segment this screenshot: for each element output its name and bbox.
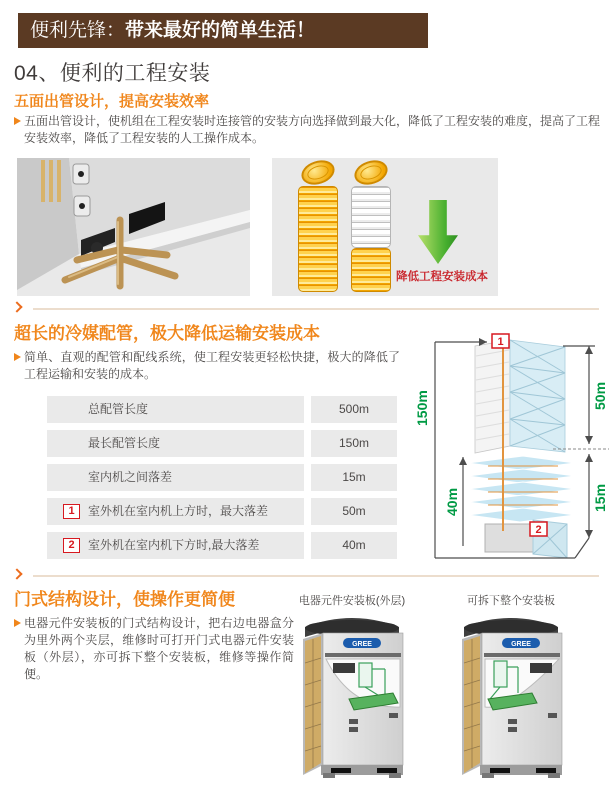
spec-value: 15m xyxy=(311,464,397,491)
section3-heading: 门式结构设计，使操作更简便 xyxy=(14,590,235,609)
section-divider xyxy=(13,568,599,582)
outdoor-unit-figure-removed-panel xyxy=(452,607,570,779)
table-row xyxy=(47,532,397,559)
down-arrow-icon xyxy=(418,200,458,264)
pipe-outlet-figure xyxy=(17,158,250,296)
outdoor-unit-illustration xyxy=(293,607,411,779)
coin-icon xyxy=(298,156,337,188)
diagram-marker-2: 2 xyxy=(535,524,542,536)
piping-spec-table xyxy=(47,396,397,566)
section1-heading: 五面出管设计，提高安装效率 xyxy=(14,93,210,110)
coin-icon xyxy=(351,156,390,188)
brand-logo: GREE xyxy=(511,641,531,648)
chevron-right-icon xyxy=(11,568,22,579)
spec-label: 最长配管长度 xyxy=(47,430,304,457)
coin-stack-full xyxy=(298,186,338,292)
outdoor-unit-figure-open-panel xyxy=(293,607,411,779)
coin-stack-empty-top xyxy=(351,186,391,248)
unit-figure-label: 电器元件安装板(外层) xyxy=(298,595,406,607)
section2-body: 简单、直观的配管和配线系统，使工程安装更轻松快捷，极大的降低了工程运输和安装的成本。 xyxy=(14,349,400,383)
spec-label: 室内机之间落差 xyxy=(47,464,304,491)
figure-caption: 降低工程安装成本 xyxy=(396,271,488,283)
dim-total-height: 150m xyxy=(414,390,430,426)
spec-label: 2 室外机在室内机下方时,最大落差 xyxy=(47,532,304,559)
chevron-right-icon xyxy=(11,301,22,312)
spec-value: 500m xyxy=(311,396,397,423)
table-row xyxy=(47,396,397,423)
section1-body: 五面出管设计，使机组在工程安装时连接管的安装方向选择做到最大化，降低了工程安装的难度，提高了工程安装效率，降低了工程安装的人工操作成本。 xyxy=(14,113,600,147)
diagram-marker-1: 1 xyxy=(497,336,504,348)
building-diagram-illustration xyxy=(413,326,613,568)
section2-heading: 超长的冷媒配管，极大降低运输安装成本 xyxy=(14,324,320,343)
spec-label: 总配管长度 xyxy=(47,396,304,423)
brand-logo: GREE xyxy=(352,641,372,648)
table-row xyxy=(47,498,397,525)
spec-value: 40m xyxy=(311,532,397,559)
spec-value: 50m xyxy=(311,498,397,525)
dim-below-drop: 40m xyxy=(444,487,460,516)
dim-indoor-drop: 15m xyxy=(592,483,608,512)
section-divider xyxy=(13,301,599,315)
page-title: 04、便利的工程安装 xyxy=(14,62,211,85)
outdoor-unit-illustration xyxy=(452,607,570,779)
bullet-triangle-icon xyxy=(14,619,21,627)
banner-title: 带来最好的简单生活！ xyxy=(125,20,316,41)
banner-prefix: 便利先锋： xyxy=(30,20,126,41)
cost-reduction-figure xyxy=(272,158,498,296)
section3-body: 电器元件安装板的门式结构设计，把右边电器盒分为里外两个夹层，维修时可打开门式电器元件安装板（外层），亦可拆下整个安装板，维修等操作简便。 xyxy=(14,615,294,683)
unit-figure-label: 可拆下整个安装板 xyxy=(467,595,555,607)
dim-upper-drop: 50m xyxy=(592,381,608,410)
banner xyxy=(18,13,428,48)
bullet-triangle-icon xyxy=(14,353,21,361)
bullet-triangle-icon xyxy=(14,117,21,125)
table-row xyxy=(47,430,397,457)
divider-line xyxy=(33,308,599,310)
marker-1-badge: 1 xyxy=(63,504,80,519)
outdoor-unit-pipes-illustration xyxy=(17,158,250,296)
marker-2-badge: 2 xyxy=(63,538,80,553)
spec-label: 1 室外机在室内机上方时，最大落差 xyxy=(47,498,304,525)
table-row xyxy=(47,464,397,491)
building-height-diagram xyxy=(413,326,613,568)
divider-line xyxy=(33,575,599,577)
spec-value: 150m xyxy=(311,430,397,457)
